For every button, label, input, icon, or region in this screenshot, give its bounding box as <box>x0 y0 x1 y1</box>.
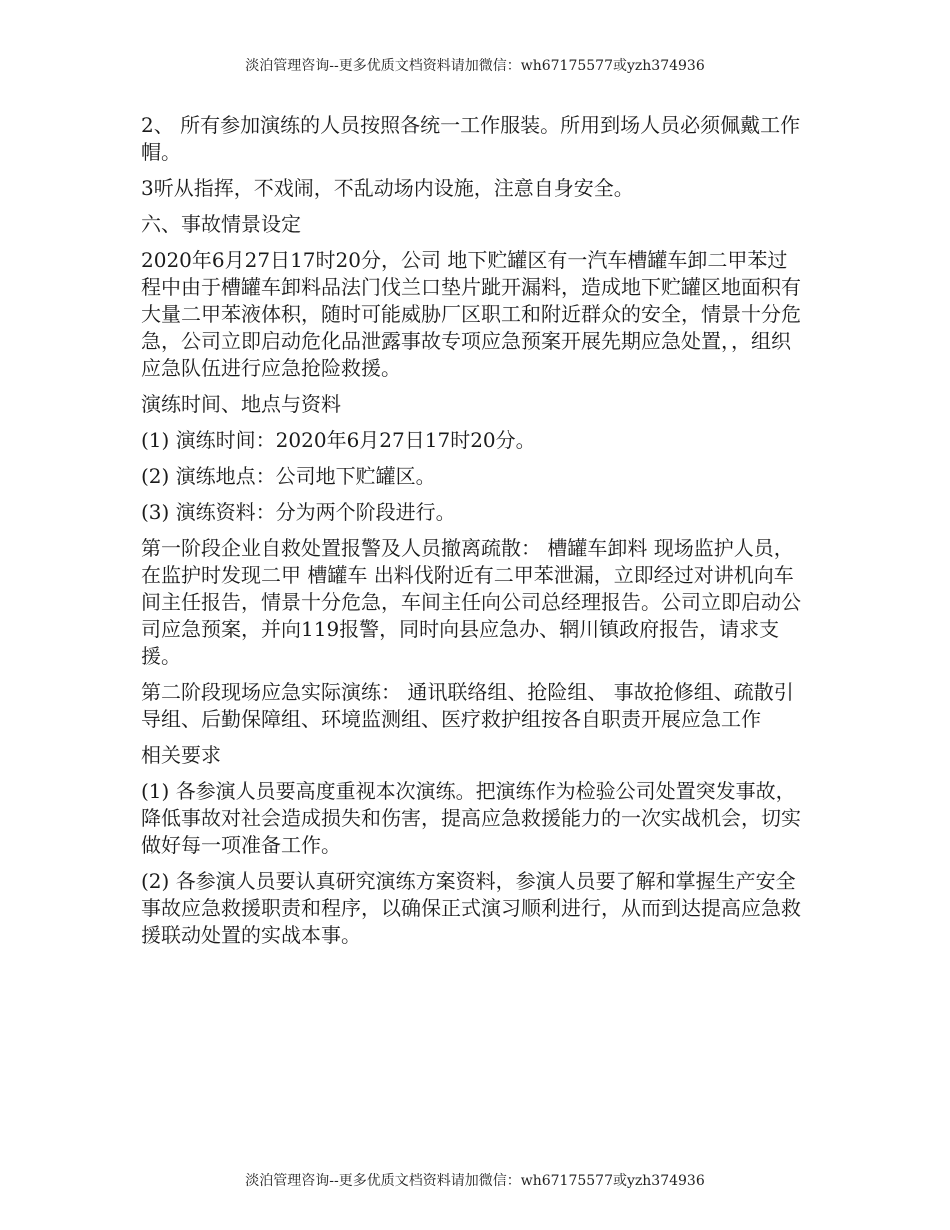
section-heading-time-place: 演练时间、地点与资料 <box>141 392 341 416</box>
paragraph-follow-command: 3听从指挥，不戏闹，不乱动场内设施，注意自身安全。 <box>141 176 634 200</box>
section-heading-scenario: 六、事故情景设定 <box>141 212 301 236</box>
list-item-drill-material: (3) 演练资料：分为两个阶段进行。 <box>141 500 456 524</box>
list-item-requirement-1: (1) 各参演人员要高度重视本次演练。把演练作为检验公司处置突发事故，降低事故对社会造成损失和伤害，提高应急救援能力的一次实战机会，切实做好每一项准备工作。 <box>141 779 801 857</box>
list-item-drill-location: (2) 演练地点：公司地下贮罐区。 <box>141 464 436 488</box>
list-item-requirement-2: (2) 各参演人员要认真研究演练方案资料，参演人员要了解和掌握生产安全事故应急救援职责和程序，以确保正式演习顺利进行，从而到达提高应急救援联动处置的实战本事。 <box>141 869 801 947</box>
list-item-drill-time: (1) 演练时间：2020年6月27日17时20分。 <box>141 428 536 452</box>
page-header: 淡泊管理咨询--更多优质文档资料请加微信：wh67175577或yzh374936 <box>245 58 705 74</box>
paragraph-phase-one: 第一阶段企业自救处置报警及人员撤离疏散： 槽罐车卸料 现场监护人员，在监护时发现二甲 槽罐车 出料伐附近有二甲苯泄漏，立即经过对讲机向车间主任报告，情景十分危急，车间主任向公司总经理报告。公司立即启动公司应急预案，并向119报警，同时向县应急办、辋川镇政府报告，请求支援。 <box>141 536 801 668</box>
paragraph-attire-requirement: 2、 所有参加演练的人员按照各统一工作服装。所用到场人员必须佩戴工作帽。 <box>141 113 801 164</box>
document-body <box>141 112 805 958</box>
paragraph-phase-two: 第二阶段现场应急实际演练： 通讯联络组、抢险组、 事故抢修组、疏散引导组、后勤保障组、环境监测组、医疗救护组按各自职责开展应急工作 <box>141 680 794 731</box>
section-heading-requirements: 相关要求 <box>141 743 221 767</box>
paragraph-scenario-description: 2020年6月27日17时20分，公司 地下贮罐区有一汽车槽罐车卸二甲苯过程中由于槽罐车卸料品法门伐兰口垫片跐开漏料，造成地下贮罐区地面积有大量二甲苯液体积，随时可能威胁厂区职工和附近群众的安全，情景十分危急，公司立即启动危化品泄露事故专项应急预案开展先期应急处置，，组织应急队伍进行应急抢险救援。 <box>141 248 801 380</box>
page-footer: 淡泊管理咨询--更多优质文档资料请加微信：wh67175577或yzh374936 <box>245 1173 705 1189</box>
